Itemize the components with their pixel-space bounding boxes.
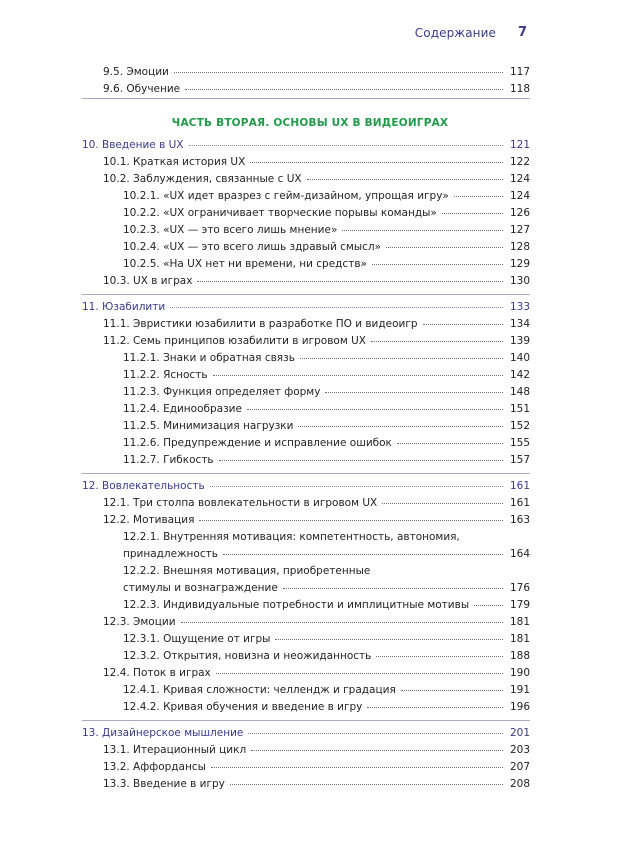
toc-entry[interactable] — [82, 316, 530, 333]
toc-entry[interactable] — [82, 222, 530, 239]
part-heading: ЧАСТЬ ВТОРАЯ. ОСНОВЫ UX В ВИДЕОИГРАХ — [171, 117, 449, 129]
toc-entry-label: 12.3.2. Открытия, новизна и неожиданность — [123, 650, 372, 662]
toc-group-chapter-11 — [82, 295, 530, 474]
toc-entry-page: 117 — [509, 66, 530, 78]
toc-entry[interactable] — [82, 512, 530, 529]
toc-entry-page: 190 — [509, 667, 530, 679]
toc-entry-page: 155 — [509, 437, 530, 449]
toc-entry-page: 151 — [509, 403, 530, 415]
toc-chapter-page: 201 — [509, 727, 530, 739]
toc-entry[interactable] — [82, 154, 530, 171]
dot-leader — [197, 280, 503, 282]
toc-entry[interactable] — [82, 367, 530, 384]
toc-entry-page: 181 — [509, 633, 530, 645]
toc-entry-page: 164 — [509, 548, 530, 560]
toc-chapter-page: 121 — [509, 139, 530, 151]
dot-leader — [223, 553, 503, 555]
toc-entry-page: 129 — [509, 258, 530, 270]
toc-entry-page: 176 — [509, 582, 530, 594]
toc-entry-page: 181 — [509, 616, 530, 628]
toc-entry[interactable] — [82, 699, 530, 716]
toc-entry-label: 11.1. Эвристики юзабилити в разработке ПО и видеоигр — [103, 318, 418, 330]
toc-chapter-label: 13. Дизайнерское мышление — [82, 727, 244, 739]
toc-entry[interactable] — [82, 333, 530, 350]
dot-leader — [219, 459, 503, 461]
dot-leader — [386, 246, 503, 248]
dot-leader — [199, 519, 503, 521]
toc-entry-label: 10.2.1. «UX идет вразрез с гейм-дизайном, упрощая игру» — [123, 190, 449, 202]
dot-leader — [174, 71, 503, 73]
dot-leader — [325, 391, 503, 393]
dot-leader — [454, 195, 503, 197]
toc-entry-label: 12.2.3. Индивидуальные потребности и имплицитные мотивы — [123, 599, 470, 611]
toc-entry-label: 11.2.4. Единообразие — [123, 403, 242, 415]
toc-chapter-label: 10. Введение в UX — [82, 139, 184, 151]
toc-entry-label: стимулы и вознаграждение — [123, 582, 278, 594]
toc-entry-label: 12.2. Мотивация — [103, 514, 195, 526]
toc-entry-label: 11.2.1. Знаки и обратная связь — [123, 352, 295, 364]
toc-entry-page: 142 — [509, 369, 530, 381]
toc-entry-page: 140 — [509, 352, 530, 364]
dot-leader — [185, 88, 503, 90]
toc-group-chapter-12 — [82, 474, 530, 721]
dot-leader — [189, 144, 504, 146]
toc-entry-page: 122 — [509, 156, 530, 168]
dot-leader — [442, 212, 503, 214]
toc-entry[interactable] — [82, 614, 530, 631]
toc-group-chapter-10 — [82, 137, 530, 295]
dot-leader — [248, 732, 503, 734]
toc-entry-page: 126 — [509, 207, 530, 219]
toc-entry[interactable] — [82, 239, 530, 256]
dot-leader — [397, 442, 503, 444]
toc-entry-label: 12.3. Эмоции — [103, 616, 176, 628]
toc-entry-page: 188 — [509, 650, 530, 662]
toc-entry[interactable] — [82, 546, 530, 563]
toc-entry-label: 9.6. Обучение — [103, 83, 181, 95]
toc-chapter-label: 12. Вовлекательность — [82, 480, 205, 492]
toc-content — [82, 64, 530, 793]
toc-entry-label: 11.2.3. Функция определяет форму — [123, 386, 321, 398]
toc-entry[interactable] — [82, 597, 530, 614]
toc-entry-page: 161 — [509, 497, 530, 509]
dot-leader — [230, 783, 503, 785]
dot-leader — [181, 621, 503, 623]
toc-entry-label: 12.3.1. Ощущение от игры — [123, 633, 271, 645]
toc-entry[interactable] — [82, 435, 530, 452]
toc-entry-page: 191 — [509, 684, 530, 696]
toc-entry-page: 130 — [509, 275, 530, 287]
dot-leader — [298, 425, 503, 427]
dot-leader — [250, 161, 503, 163]
toc-chapter-page: 161 — [509, 480, 530, 492]
toc-entry[interactable] — [82, 401, 530, 418]
toc-entry-label: 12.1. Три столпа вовлекательности в игровом UX — [103, 497, 378, 509]
toc-entry[interactable] — [82, 452, 530, 469]
dot-leader — [423, 323, 503, 325]
toc-entry[interactable] — [82, 171, 530, 188]
toc-entry-page: 127 — [509, 224, 530, 236]
dot-leader — [372, 263, 503, 265]
toc-entry-page: 207 — [509, 761, 530, 773]
toc-group-chapter-9 — [82, 64, 530, 99]
dot-leader — [213, 374, 503, 376]
toc-entry-page: 163 — [509, 514, 530, 526]
toc-entry-label: 10.2.2. «UX ограничивает творческие порывы команды» — [123, 207, 437, 219]
toc-entry-page: 203 — [509, 744, 530, 756]
toc-entry[interactable] — [82, 631, 530, 648]
toc-entry[interactable] — [82, 759, 530, 776]
toc-entry-page: 124 — [509, 190, 530, 202]
toc-entry-page: 118 — [509, 83, 530, 95]
dot-leader — [382, 502, 503, 504]
toc-entry[interactable] — [82, 742, 530, 759]
toc-chapter[interactable] — [82, 137, 530, 154]
dot-leader — [211, 766, 503, 768]
toc-entry[interactable] — [82, 495, 530, 512]
dot-leader — [474, 604, 503, 606]
dot-leader — [216, 672, 503, 674]
toc-entry-page: 196 — [509, 701, 530, 713]
toc-entry-label: 10.2.4. «UX — это всего лишь здравый смысл» — [123, 241, 382, 253]
dot-leader — [247, 408, 503, 410]
toc-entry-first-line: 12.2.1. Внутренняя мотивация: компетентность, автономия, — [123, 531, 460, 543]
toc-entry[interactable] — [82, 64, 530, 81]
toc-entry-label: 10.2.5. «На UX нет ни времени, ни средств» — [123, 258, 367, 270]
toc-chapter-page: 133 — [509, 301, 530, 313]
toc-chapter[interactable] — [82, 478, 530, 495]
toc-entry[interactable] — [82, 256, 530, 273]
toc-entry-label: 10.3. UX в играх — [103, 275, 193, 287]
toc-entry-page: 139 — [509, 335, 530, 347]
toc-entry-label: 12.4.2. Кривая обучения и введение в игру — [123, 701, 363, 713]
toc-entry-page: 157 — [509, 454, 530, 466]
toc-entry-page: 152 — [509, 420, 530, 432]
toc-entry[interactable] — [82, 350, 530, 367]
toc-entry-label: 11.2.5. Минимизация нагрузки — [123, 420, 294, 432]
toc-entry-label: 13.1. Итерационный цикл — [103, 744, 247, 756]
toc-group-chapter-13 — [82, 721, 530, 793]
toc-entry-label: 13.2. Аффордансы — [103, 761, 206, 773]
toc-chapter[interactable] — [82, 725, 530, 742]
toc-entry[interactable] — [82, 580, 530, 597]
toc-entry[interactable] — [82, 418, 530, 435]
toc-entry-label: 10.1. Краткая история UX — [103, 156, 246, 168]
dot-leader — [251, 749, 503, 751]
toc-entry[interactable] — [82, 81, 530, 98]
page-number: 7 — [518, 25, 528, 40]
toc-entry-label: 11.2.2. Ясность — [123, 369, 208, 381]
toc-entry[interactable] — [82, 205, 530, 222]
toc-entry[interactable] — [82, 188, 530, 205]
toc-entry[interactable] — [82, 384, 530, 401]
toc-chapter-label: 11. Юзабилити — [82, 301, 166, 313]
toc-entry-label: 11.2. Семь принципов юзабилити в игровом UX — [103, 335, 366, 347]
toc-entry-page: 148 — [509, 386, 530, 398]
toc-entry[interactable] — [82, 648, 530, 665]
dot-leader — [283, 587, 503, 589]
toc-entry-label: 12.4.1. Кривая сложности: челлендж и градация — [123, 684, 396, 696]
toc-entry-label: 10.2.3. «UX — это всего лишь мнение» — [123, 224, 338, 236]
toc-entry[interactable] — [82, 776, 530, 793]
dot-leader — [367, 706, 503, 708]
toc-entry-page: 208 — [509, 778, 530, 790]
toc-entry-label: 13.3. Введение в игру — [103, 778, 225, 790]
toc-entry-label: 9.5. Эмоции — [103, 66, 169, 78]
toc-chapter[interactable] — [82, 299, 530, 316]
toc-entry-page: 179 — [509, 599, 530, 611]
toc-entry-first-line: 12.2.2. Внешняя мотивация, приобретенные — [123, 565, 371, 577]
dot-leader — [275, 638, 503, 640]
toc-entry-page: 128 — [509, 241, 530, 253]
toc-entry-label: принадлежность — [123, 548, 218, 560]
toc-entry-label: 12.4. Поток в играх — [103, 667, 211, 679]
toc-entry-label: 11.2.6. Предупреждение и исправление ошибок — [123, 437, 392, 449]
dot-leader — [170, 306, 503, 308]
dot-leader — [210, 485, 503, 487]
dot-leader — [371, 340, 503, 342]
running-header — [0, 26, 642, 44]
dot-leader — [307, 178, 503, 180]
dot-leader — [376, 655, 503, 657]
dot-leader — [401, 689, 503, 691]
toc-entry-label: 10.2. Заблуждения, связанные с UX — [103, 173, 302, 185]
toc-entry[interactable] — [82, 682, 530, 699]
dot-leader — [342, 229, 503, 231]
toc-entry-page: 134 — [509, 318, 530, 330]
toc-entry[interactable] — [82, 665, 530, 682]
dot-leader — [300, 357, 503, 359]
toc-entry-page: 124 — [509, 173, 530, 185]
running-header-title: Содержание — [414, 26, 496, 40]
toc-entry-label: 11.2.7. Гибкость — [123, 454, 214, 466]
toc-entry[interactable] — [82, 273, 530, 290]
